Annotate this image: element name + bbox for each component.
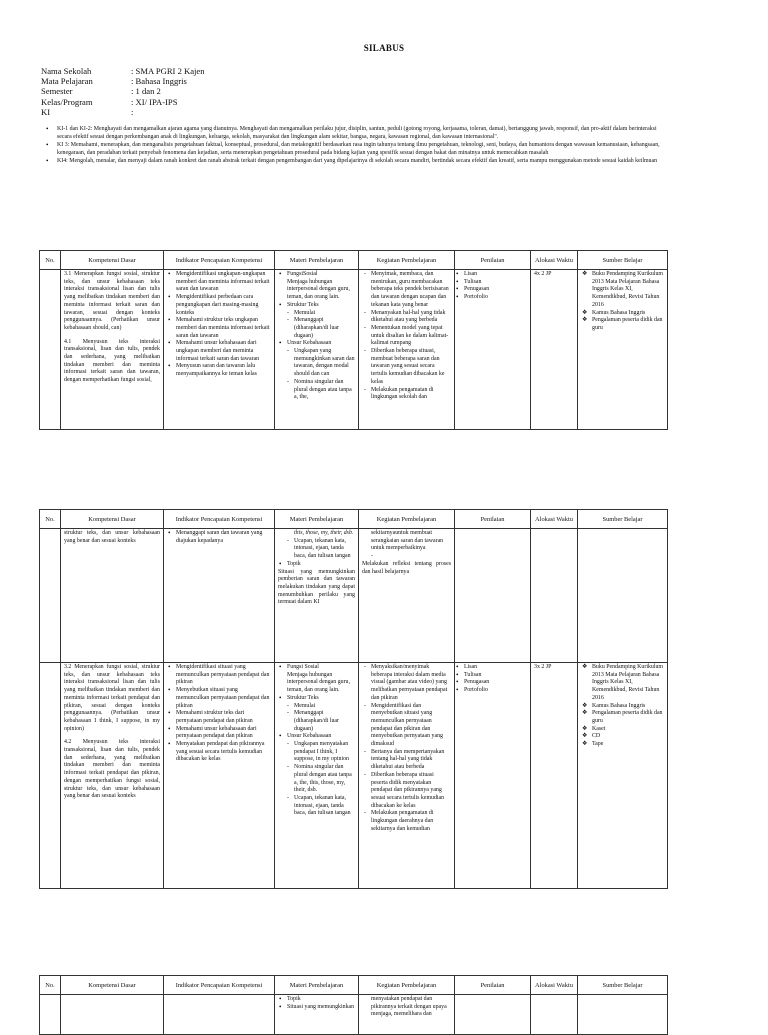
cell-alokasi bbox=[531, 663, 578, 889]
penilaian-item: • Penugasan bbox=[464, 679, 527, 687]
identity-label: Kelas/Program bbox=[41, 96, 93, 107]
col-header-sumber: Sumber Belajar bbox=[578, 251, 668, 270]
materi-item: - Memulai bbox=[294, 703, 355, 711]
identity-row bbox=[41, 97, 205, 107]
cell-kd bbox=[61, 995, 164, 1035]
col-header-kegiatan: Kegiatan Pembelajaran bbox=[359, 976, 455, 995]
penilaian-item: • Lisan bbox=[464, 664, 527, 672]
materi-heading: • FungsiSosial bbox=[287, 271, 355, 279]
syllabus-table-1 bbox=[39, 250, 668, 430]
kd-text: 4.2 Menyusun teks interaksi transaksional, lisan dan tulis, pendek dan sederhana, yang melibatkan tindakan memberi dan meminta informasi terkait pendapat dan pikiran, dengan memperhatikan fungsi sosial, struktur teks, dan unsur kebahasaan yang benar dan sesuai konteks bbox=[64, 739, 160, 800]
penilaian-item: • Tulisan bbox=[464, 279, 527, 287]
ki-list bbox=[41, 126, 669, 166]
indikator-item: • Mengidentifikasi ungkapan-ungkapan memberi dan meminta informasi terkait saran dan tawaran bbox=[176, 271, 271, 294]
kegiatan-item: - Menyimak, membaca, dan menirukan, guru membacakan beberapa teks pendek berisisaran dan tawaran dengan ucapan dan tekanan kata yang benar bbox=[371, 271, 451, 310]
ki-item: • KI-1 dan KI-2: Menghayati dan mengamalkan ajaran agama yang dianutnya. Menghayati dan mengamalkan perilaku jujur, disiplin, santun, peduli (gotong royong, kerjasama, toleran, damai), bertanggung jawab, responsif, dan pro-aktif dalam berinteraksi secara efektif sesuai dengan perkembangan anak di lingkungan, keluarga, sekolah, masyarakat dan lingkungan alam sekitar, bangsa, negara, kawasan regional, dan kawasan internasional". bbox=[57, 126, 669, 141]
kegiatan-dash: - bbox=[371, 553, 373, 560]
cell-penilaian bbox=[455, 663, 531, 889]
cell-materi bbox=[275, 663, 359, 889]
table-header-row bbox=[40, 251, 668, 270]
indikator-item: • Menanggapi saran dan tawaran yang diajukan kepadanya bbox=[176, 530, 271, 545]
materi-heading: • Unsur Kebahasaan bbox=[287, 340, 355, 348]
col-header-penilaian: Penilaian bbox=[455, 251, 531, 270]
syllabus-table-2 bbox=[39, 509, 668, 889]
sumber-item: ❖ Pengalaman peserta didik dan guru bbox=[592, 317, 664, 332]
kegiatan-item: - Melakukan pengamatan di lingkungan daerahnya dan sekitarnya dan kemudian bbox=[371, 810, 451, 833]
kd-text: struktur teks, dan unsur kebahasaan yang benar dan sesuai konteks bbox=[64, 530, 160, 544]
cell-kd bbox=[61, 663, 164, 889]
cell-kegiatan bbox=[359, 663, 455, 889]
identity-row bbox=[41, 76, 205, 86]
kegiatan-item: - Bertanya dan mempertanyakan tentang hal-hal yang tidak diketahui atau berbeda bbox=[371, 749, 451, 772]
kegiatan-text: menyatakan pendapat dan pikirannya terkait dengan upaya menjaga, memelihara dan bbox=[371, 996, 447, 1018]
sumber-item: ❖ CD bbox=[592, 733, 664, 741]
col-header-kd: Kompetensi Dasar bbox=[61, 976, 164, 995]
cell-sumber bbox=[578, 529, 668, 663]
sumber-item: ❖ Tape bbox=[592, 741, 664, 749]
cell-materi bbox=[275, 995, 359, 1035]
table-row bbox=[40, 529, 668, 663]
col-header-kd: Kompetensi Dasar bbox=[61, 251, 164, 270]
cell-sumber bbox=[578, 995, 668, 1035]
cell-penilaian bbox=[455, 529, 531, 663]
alokasi-value: 3x 2 JP bbox=[534, 664, 552, 670]
identity-value: : bbox=[131, 106, 134, 117]
sumber-item: ❖ Pengalaman peserta didik dan guru bbox=[592, 710, 664, 725]
sumber-item: ❖ Buku Pendamping Kurikulum 2013 Mata Pelajaran Bahasa Inggris Kelas XI, Kemendikbud, Revisi Tahun 2016 bbox=[592, 271, 664, 310]
materi-heading: • Unsur Kebahasaan bbox=[287, 733, 355, 741]
col-header-sumber: Sumber Belajar bbox=[578, 510, 668, 529]
identity-label: Nama Sekolah bbox=[41, 66, 92, 76]
cell-materi bbox=[275, 270, 359, 430]
col-header-indikator: Indikator Pencapaian Kompetensi bbox=[164, 976, 275, 995]
col-header-kegiatan: Kegiatan Pembelajaran bbox=[359, 251, 455, 270]
col-header-sumber: Sumber Belajar bbox=[578, 976, 668, 995]
cell-kd bbox=[61, 529, 164, 663]
cell-kd bbox=[61, 270, 164, 430]
materi-item: - Menanggapi (diharapkan/di luar dugaan) bbox=[294, 710, 355, 733]
identity-label: Semester bbox=[41, 86, 73, 97]
materi-heading: • Fungsi Sosial bbox=[287, 664, 355, 672]
kegiatan-item: - Melakukan pengamatan di lingkungan sekolah dan bbox=[371, 387, 451, 402]
identity-value: : XI/ IPA-IPS bbox=[131, 96, 178, 107]
materi-text: Menjaga hubungan interpersonal dengan guru, teman, dan orang lain. bbox=[287, 278, 350, 301]
alokasi-value: 4x 2 JP bbox=[534, 271, 552, 277]
kegiatan-item: - Menentukan model yang tepat untuk disalian ke dalam kalimat-kalimat rumpang bbox=[371, 325, 451, 348]
penilaian-item: • Portofolio bbox=[464, 294, 527, 302]
table-header-row bbox=[40, 976, 668, 995]
sumber-item: ❖ Kamus Bahasa Inggris bbox=[592, 310, 664, 318]
materi-heading: • Topik bbox=[287, 996, 355, 1004]
sumber-item: ❖ Kaset bbox=[592, 726, 664, 734]
materi-item: - Ungkapan menyatakan pendapat I think, I suppose, in my opinion bbox=[294, 741, 355, 764]
col-header-materi: Materi Pembelajaran bbox=[275, 251, 359, 270]
table-row bbox=[40, 270, 668, 430]
ki-item: • KI4: Mengolah, menalar, dan menyaji dalam ranah konkret dan ranah abstrak terkait dengan pengembangan dari yang dipelajarinya di sekolah secara mandiri, bertindak secara efektif dan kreatif, serta mampu menggunakan metode sesuai kaidah keilmuan bbox=[57, 158, 669, 166]
sumber-item: ❖ Kamus Bahasa Inggris bbox=[592, 703, 664, 711]
table-header-row bbox=[40, 510, 668, 529]
penilaian-item: • Portofolio bbox=[464, 687, 527, 695]
cell-alokasi bbox=[531, 270, 578, 430]
indikator-item: • Memahami struktur teks ungkapan memberi dan meminta informasi terkait saran dan tawaran bbox=[176, 317, 271, 340]
materi-heading: • Struktur Teks bbox=[287, 302, 355, 310]
identity-block bbox=[41, 66, 205, 117]
materi-item: - Nomina singular dan plural dengan atau tanpa a, the, this, those, my, their, dsb. bbox=[294, 764, 355, 795]
table-row bbox=[40, 995, 668, 1035]
cell-alokasi bbox=[531, 529, 578, 663]
cell-indikator bbox=[164, 663, 275, 889]
col-header-no: No. bbox=[40, 251, 61, 270]
kd-text: 3.1 Menerapkan fungsi sosial, struktur teks, dan unsur kebahasaan teks interaksi transaksional lisan dan tulis yang melibatkan tindakan memberi dan meminta informasi terkait saran dan tawaran, sesuai dengan konteks penggunaannya. (Perhatikan unsur kebahasaan should, can) bbox=[64, 271, 160, 331]
cell-indikator bbox=[164, 270, 275, 430]
materi-item: - Menanggapi (diharapkan/di luar dugaan) bbox=[294, 317, 355, 340]
kd-text: 4.1 Menyusun teks interaksi transaksional, lisan dan tulis, pendek dan sederhana, yang melibatkan tindakan memberi dan meminta informasi terkait saran dan tawaran, dengan memperhatikan fungsi sosial, bbox=[64, 338, 160, 384]
identity-label: Mata Pelajaran bbox=[41, 76, 93, 87]
syllabus-table-3 bbox=[39, 975, 668, 1035]
cell-no bbox=[40, 663, 61, 889]
col-header-indikator: Indikator Pencapaian Kompetensi bbox=[164, 251, 275, 270]
indikator-item: • Menyebutkan situasi yang memunculkan pernyataan pendapat dan pikiran bbox=[176, 687, 271, 710]
document-title: SILABUS bbox=[363, 43, 405, 53]
col-header-alokasi: Alokasi Waktu bbox=[531, 976, 578, 995]
cell-indikator bbox=[164, 995, 275, 1035]
indikator-item: • Memahami struktur teks dari pernyataan pendapat dan pikiran bbox=[176, 710, 271, 725]
col-header-materi: Materi Pembelajaran bbox=[275, 976, 359, 995]
col-header-no: No. bbox=[40, 976, 61, 995]
materi-text bbox=[278, 530, 355, 538]
identity-value: : Bahasa Inggris bbox=[131, 76, 187, 87]
cell-no bbox=[40, 995, 61, 1035]
cell-alokasi bbox=[531, 995, 578, 1035]
materi-text: Situasi yang memungkinkan pemberian saran dan tawaran melakukan tindakan yang dapat menumbuhkan perilaku yang termuat dalam KI bbox=[278, 568, 355, 606]
col-header-kegiatan: Kegiatan Pembelajaran bbox=[359, 510, 455, 529]
identity-label: KI bbox=[41, 106, 51, 117]
materi-item: - Ucapan, tekanan kata, intonasi, ejaan, tanda baca, dan tulisan tangan bbox=[294, 538, 355, 561]
indikator-item: • Menyusun saran dan tawaran lalu menyampaikannya ke teman kelas bbox=[176, 363, 271, 378]
materi-heading: • Struktur Teks bbox=[287, 695, 355, 703]
indikator-item: • Memahami unsur kebahasaan dari pernyataan pendapat dan pikiran bbox=[176, 726, 271, 741]
cell-no bbox=[40, 529, 61, 663]
table-row bbox=[40, 663, 668, 889]
materi-item: - Memulai bbox=[294, 310, 355, 318]
cell-no bbox=[40, 270, 61, 430]
materi-item: - Nomina singular dan plural dengan atau tanpa a, the, bbox=[294, 379, 355, 402]
materi-item: - Ungkapan yang memungkinkan saran dan tawaran, dengan modal should dan can bbox=[294, 348, 355, 379]
indikator-item: • Mengidentifikasi perbedaan cara pengungkapan dari masing-masing konteks bbox=[176, 294, 271, 317]
kegiatan-item: - Diberikan beberapa situasi, membuat beberapa saran dan tawaran yang sesuai secara tertulis kemudian dibacakan ke kelas bbox=[371, 348, 451, 387]
ki-item: • KI 3: Memahami, menerapkan, dan menganalisis pengetahuan faktual, konseptual, prosedural, dan metakognitif berdasarkan rasa ingin tahunya tentang ilmu pengetahuan, teknologi, seni, budaya, dan humaniora dengan wawasan kemanusiaan, kebangsaan, kenegaraan, dan peradaban terkait penyebab fenomena dan kejadian, serta menerapkan pengetahuan prosedural pada bidang kajian yang spesifik sesuai dengan bakat dan minatnya untuk memecahkan masalah bbox=[57, 142, 669, 157]
kegiatan-item: - Menanyakan hal-hal yang tidak diketahui atau yang berbeda bbox=[371, 310, 451, 325]
col-header-alokasi: Alokasi Waktu bbox=[531, 251, 578, 270]
cell-sumber bbox=[578, 663, 668, 889]
col-header-alokasi: Alokasi Waktu bbox=[531, 510, 578, 529]
col-header-penilaian: Penilaian bbox=[455, 976, 531, 995]
cell-penilaian bbox=[455, 995, 531, 1035]
cell-kegiatan bbox=[359, 995, 455, 1035]
kd-number: 3.2 bbox=[64, 664, 72, 670]
col-header-no: No. bbox=[40, 510, 61, 529]
cell-kegiatan bbox=[359, 270, 455, 430]
col-header-materi: Materi Pembelajaran bbox=[275, 510, 359, 529]
materi-item: • Situasi yang memungkinkan bbox=[287, 1004, 355, 1012]
materi-item: - Ucapan, tekanan kata, intonasi, ejaan, tanda baca, dan tulisan tangan bbox=[294, 795, 355, 818]
cell-penilaian bbox=[455, 270, 531, 430]
kegiatan-item: - Menyaksikan/menyimak beberapa interaksi dalam media visual (gambar atau video) yang melibatkan pernyataan pendapat dan pikiran bbox=[371, 664, 451, 703]
kegiatan-text: Melakukan refleksi tentang proses dan hasil belajarnya bbox=[362, 560, 451, 575]
sumber-item: ❖ Buku Pendamping Kurikulum 2013 Mata Pelajaran Bahasa Inggris Kelas XI, Kemendikbud, Revisi Tahun 2016 bbox=[592, 664, 664, 703]
kegiatan-text: sekitarnyauntuk membuat serangkaian saran dan tawaran untuk memperbaikinya bbox=[371, 530, 444, 552]
col-header-penilaian: Penilaian bbox=[455, 510, 531, 529]
cell-kegiatan bbox=[359, 529, 455, 663]
materi-text: Menjaga hubungan interpersonal dengan guru, teman, dan orang lain. bbox=[287, 671, 350, 694]
penilaian-item: • Penugasan bbox=[464, 286, 527, 294]
indikator-item: • Menyatakan pendapat dan pikirannya yang sesuai secara tertulis kemudian dibacakan ke kelas bbox=[176, 741, 271, 764]
cell-indikator bbox=[164, 529, 275, 663]
identity-row bbox=[41, 86, 205, 96]
cell-materi bbox=[275, 529, 359, 663]
materi-text-italic: this, those, my, their, dsb. bbox=[294, 530, 354, 536]
kd-text bbox=[64, 664, 160, 733]
col-header-indikator: Indikator Pencapaian Kompetensi bbox=[164, 510, 275, 529]
kegiatan-item: - Diberikan beberapa situasi peserta didik menyatakan pendapat dan pikirannya yang sesuai secara tertulis kemudian dibacakan ke kelas bbox=[371, 772, 451, 811]
penilaian-item: • Tulisan bbox=[464, 672, 527, 680]
penilaian-item: • Lisan bbox=[464, 271, 527, 279]
col-header-kd: Kompetensi Dasar bbox=[61, 510, 164, 529]
identity-value: : 1 dan 2 bbox=[131, 86, 161, 97]
materi-heading: • Topik bbox=[287, 561, 355, 569]
indikator-item: • Memahami unsur kebahasaan dari ungkapan memberi dan meminta informasi terkait saran dan tawaran bbox=[176, 340, 271, 363]
cell-sumber bbox=[578, 270, 668, 430]
identity-value: : SMA PGRI 2 Kajen bbox=[131, 66, 205, 76]
identity-row bbox=[41, 107, 205, 117]
kegiatan-item: - Mengidentifikasi dan menyebutkan situasi yang memunculkan pernyataan pendapat dan pikiran dan menyebutkan pernyataan yang dimaksud bbox=[371, 703, 451, 749]
kd-text: Menerapkan fungsi sosial, struktur teks, dan unsur kebahasaan teks interaksi transaksional lisan dan tulis yang melibatkan tindakan memberi dan meminta informasi terkait pendapat dan pikiran, sesuai dengan konteks penggunaannya. (Perhatikan unsur kebahasaan I think, I suppose, in my opinion) bbox=[64, 664, 160, 732]
indikator-item: • Mengidentifikasi situasi yang memunculkan pernyataan pendapat dan pikiran bbox=[176, 664, 271, 687]
identity-row bbox=[41, 66, 205, 76]
